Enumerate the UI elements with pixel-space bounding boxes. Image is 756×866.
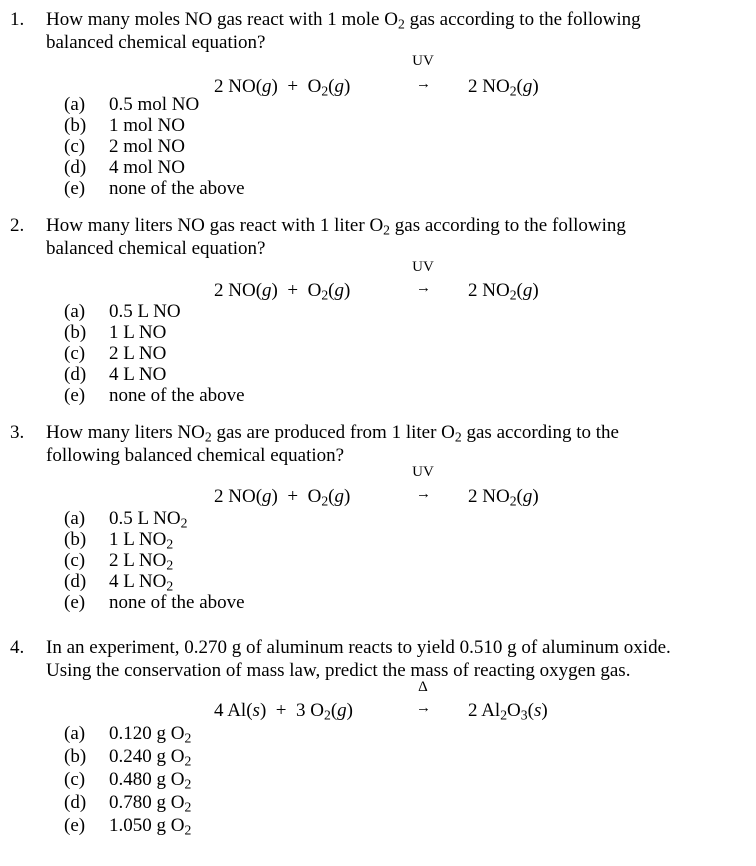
equation-reactants: 2 $NO(g) + O_2(g)$ xyxy=(214,280,351,303)
worksheet-page: 1. How many moles NO gas react with 1 mole $O_2$ gas according to the following balanced chemical equation? UV 2 $NO(g) + O_2(g)$ → 2 $NO_2(g)$ (a) 0.5 mol NO (b) 1 mol NO (c) 2 mol NO (d) 4 mol NO (e) none of the above 2. How many liters NO gas react with 1 liter $O_2$ gas according to the following balanced chemical equation? UV 2 $NO(g) + O_2(g)$ → 2 $NO_2(g)$ (a) 0.5 L NO (b) 1 L NO (c) 2 L NO (d) 4 L NO (e) none of the above 3. How many liters $NO_2$ gas are produced from 1 liter $O_2$ gas according to the following balanced chemical equation? UV 2 $NO(g) + O_2(g)$ → 2 $NO_2(g)$ (a) 0.5 L $NO_2$ (b) 1 L $NO_2$ (c) 2 L $NO_2$ (d) 4 L $NO_2$ (e) none of the above 4. In an experiment, 0.270 g of aluminum reacts to yield 0.510 g of aluminum oxide. Using the conservation of mass law, predict the mass of reacting oxygen gas. Δ 4 Al(s) + 3 $O_2(g)$ → 2 $Al_2O_3(s)$ (a) 0.120 g $O_2$ (b) 0.240 g $O_2$ (c) 0.480 g $O_2$ (d) 0.780 g $O_2$ (e) 1.050 g $O_2$ xyxy=(0,0,756,866)
question-line: balanced chemical equation? xyxy=(46,238,266,259)
plus-sign: + xyxy=(275,700,287,721)
plus-sign: + xyxy=(287,486,299,507)
question-number: 3. xyxy=(10,422,25,443)
reaction-condition: UV xyxy=(412,464,434,480)
equation-products: 2 $Al_2O_3(s)$ xyxy=(468,700,548,723)
equation-reactants: 4 Al(s) + 3 $O_2(g)$ xyxy=(214,700,353,723)
reaction-condition: UV xyxy=(412,53,434,69)
chemical-equation xyxy=(0,486,756,510)
equation-reactants: 2 $NO(g) + O_2(g)$ xyxy=(214,76,351,99)
reaction-arrow-icon: → xyxy=(416,76,431,92)
reaction-arrow-icon: → xyxy=(416,280,431,296)
question-line: balanced chemical equation? xyxy=(46,32,266,53)
question-number: 1. xyxy=(10,9,25,30)
question-text xyxy=(46,421,746,467)
chemical-equation xyxy=(0,700,756,724)
reaction-condition: Δ xyxy=(418,679,428,695)
question-text xyxy=(46,214,746,260)
equation-products: 2 $NO_2(g)$ xyxy=(468,76,539,99)
plus-sign: + xyxy=(287,280,299,301)
question-line: How many liters $NO_2$ gas are produced from 1 liter $O_2$ gas according to the xyxy=(46,422,619,445)
question-text xyxy=(46,8,746,54)
reaction-arrow-icon: → xyxy=(416,700,431,716)
question-number: 2. xyxy=(10,215,25,236)
reaction-condition: UV xyxy=(412,259,434,275)
question-line: Using the conservation of mass law, predict the mass of reacting oxygen gas. xyxy=(46,660,631,681)
question-text xyxy=(46,636,746,682)
question-line: How many moles NO gas react with 1 mole $O_2$ gas according to the following xyxy=(46,9,641,32)
plus-sign: + xyxy=(287,76,299,97)
question-line: How many liters NO gas react with 1 liter $O_2$ gas according to the following xyxy=(46,215,626,238)
equation-products: 2 $NO_2(g)$ xyxy=(468,280,539,303)
question-number: 4. xyxy=(10,637,25,658)
equation-products: 2 $NO_2(g)$ xyxy=(468,486,539,509)
reaction-arrow-icon: → xyxy=(416,486,431,502)
question-line: In an experiment, 0.270 g of aluminum reacts to yield 0.510 g of aluminum oxide. xyxy=(46,637,671,658)
question-line: following balanced chemical equation? xyxy=(46,445,345,466)
equation-reactants: 2 $NO(g) + O_2(g)$ xyxy=(214,486,351,509)
